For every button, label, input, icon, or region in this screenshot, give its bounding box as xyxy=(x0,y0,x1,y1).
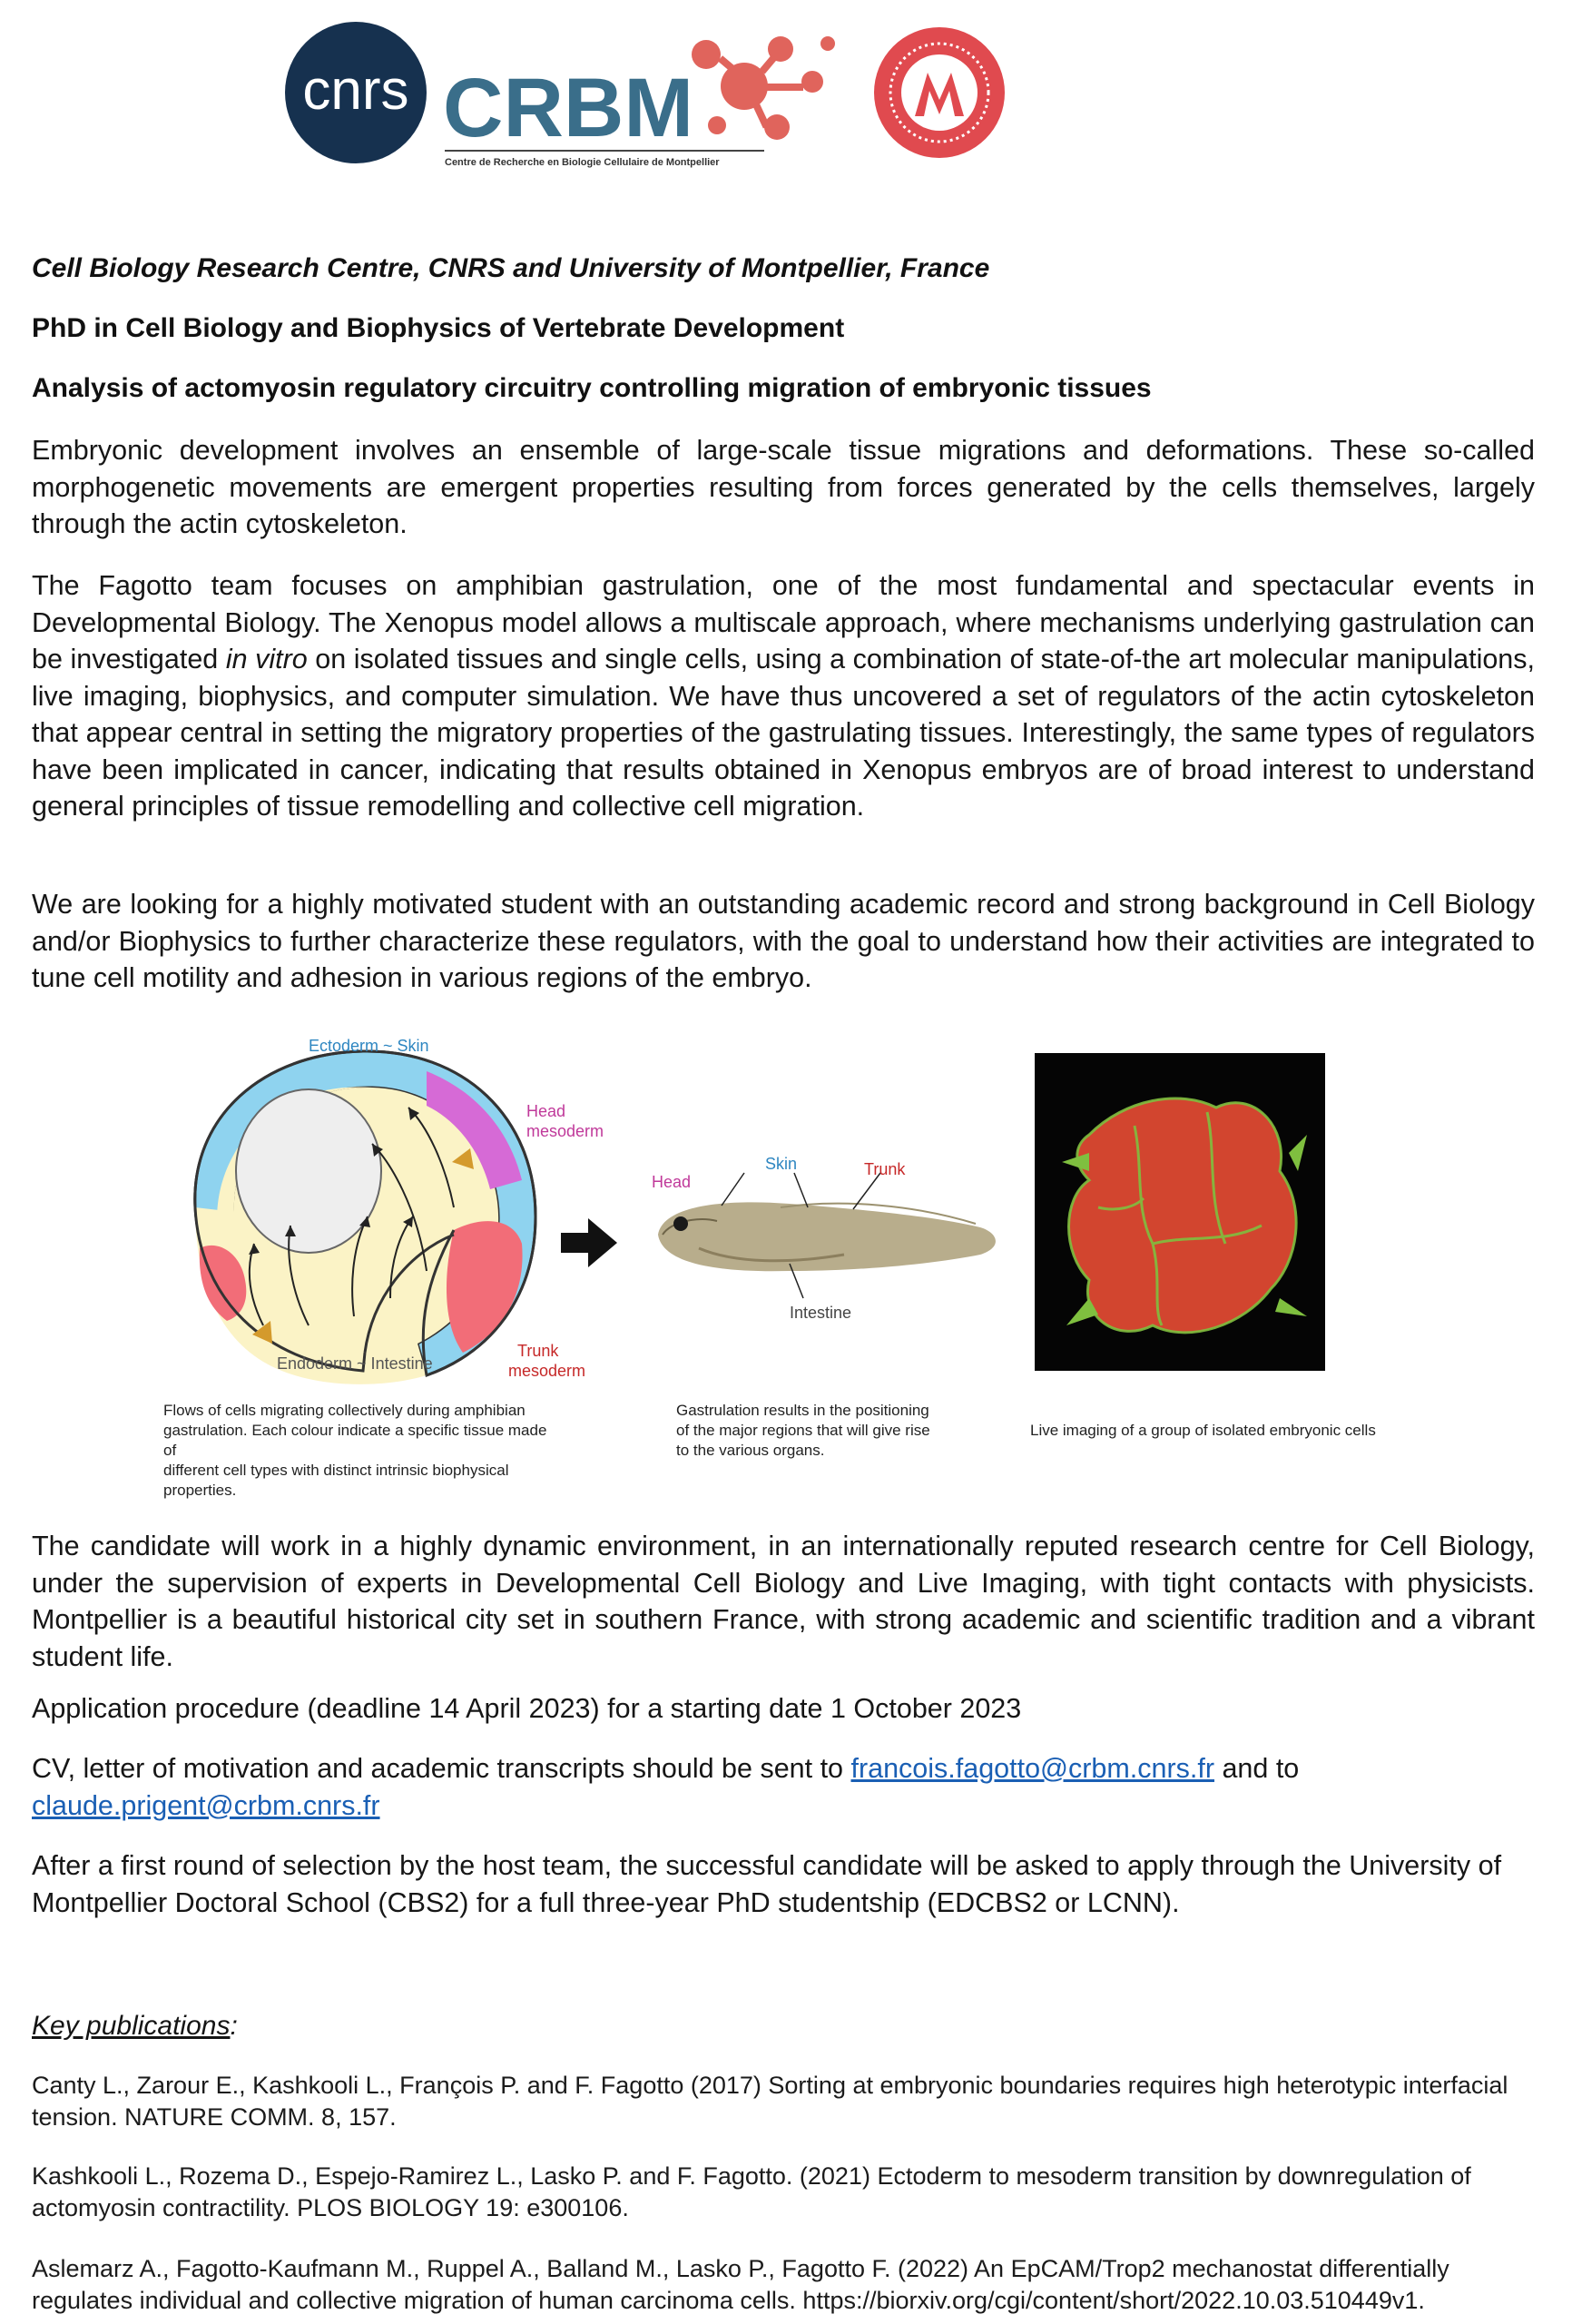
publications-heading-colon: : xyxy=(230,2011,238,2041)
head-mesoderm-label-line2: mesoderm xyxy=(526,1122,604,1140)
selection-paragraph-text: After a first round of selection by the host team, the successful candidate will be asked to apply through the University of Montpellier Doctoral School (CBS2) for a full three-year PhD studentship (EDCBS2 or LCNN). xyxy=(32,1850,1502,1918)
crbm-logo-text: CRBM xyxy=(443,62,693,154)
contact-text-mid: and to xyxy=(1213,1753,1300,1784)
email-link-prigent[interactable]: claude.prigent@crbm.cnrs.fr xyxy=(32,1789,380,1821)
trunk-mesoderm-label-line2: mesoderm xyxy=(508,1362,586,1380)
position-title: PhD in Cell Biology and Biophysics of Vertebrate Development xyxy=(32,313,845,343)
project-title: Analysis of actomyosin regulatory circuitry controlling migration of embryonic tissues xyxy=(32,373,1152,403)
contact-text-start: CV, letter of motivation and academic transcripts should be sent to xyxy=(32,1753,851,1784)
intro-paragraph-2-end: on isolated tissues and single cells, using a combination of state-of-the art molecular manipulations, live imaging, biophysics, and computer simulation. We have thus uncovered a set of regulators of the actin cytoskeleton that appear central in setting the migratory properties of the gastrulating tissues. Interestingly, the same types of regulators have been implicated in cancer, indicating that results obtained in Xenopus embryos are of broad interest to understand general principles of tissue remodelling and collective cell migration. xyxy=(32,644,1535,822)
publications-heading xyxy=(32,2011,238,2042)
logo-banner xyxy=(272,18,1017,177)
in-vitro-term: in vitro xyxy=(225,644,308,675)
right-arrow-icon xyxy=(561,1218,617,1267)
intro-paragraph-3-text: We are looking for a highly motivated student with an outstanding academic record and strong background in Cell Biology and/or Biophysics to further characterize these regulators, with the goal to understand how their activities are integrated to tune cell motility and adhesion in various regions of the embryo. xyxy=(32,889,1535,993)
caption-middle-line2: of the major regions that will give rise xyxy=(676,1422,930,1439)
caption-middle-line3: to the various organs. xyxy=(676,1442,825,1459)
selection-paragraph xyxy=(32,1847,1535,1921)
caption-left-line3: different cell types with distinct intrinsic biophysical properties. xyxy=(163,1462,509,1499)
intro-paragraph-1-text: Embryonic development involves an ensemble of large-scale tissue migrations and deformations. These so-called morphogenetic movements are emergent properties resulting from forces generated by the cells themselves, largely through the actin cytoskeleton. xyxy=(32,435,1535,539)
tadpole-trunk-label: Trunk xyxy=(864,1160,906,1178)
logos-graphic xyxy=(272,18,1017,177)
caption-left-line1: Flows of cells migrating collectively during amphibian xyxy=(163,1402,526,1419)
intro-paragraph-2-start: The Fagotto team focuses on amphibian gastrulation, one of the most fundamental and spectacular events in Developmental Biology. The Xenopus model allows a multiscale approach, where mechanisms underlying gastrulation can be investigated xyxy=(32,570,1535,675)
head-mesoderm-label-line1: Head xyxy=(526,1102,566,1120)
intro-paragraph-1 xyxy=(32,432,1535,543)
gastrula-diagram xyxy=(195,1037,604,1384)
details-paragraph-1 xyxy=(32,1528,1535,1675)
live-imaging-micrograph xyxy=(1035,1053,1325,1371)
caption-gastrulation-flows xyxy=(163,1401,563,1501)
application-deadline-text: Application procedure (deadline 14 April 2023) for a starting date 1 October 2023 xyxy=(32,1693,1022,1724)
tadpole-intestine-label: Intestine xyxy=(790,1304,852,1322)
contact-paragraph xyxy=(32,1750,1535,1824)
caption-left-line2: gastrulation. Each colour indicate a specific tissue made of xyxy=(163,1422,547,1459)
details-paragraph-1-text: The candidate will work in a highly dynamic environment, in an internationally reputed research centre for Cell Biology, under the supervision of experts in Developmental Cell Biology and Live Imaging, with tight contacts with physicists. Montpellier is a beautiful historical city set in southern France, with strong academic and scientific tradition and a vibrant student life. xyxy=(32,1531,1535,1672)
intro-paragraph-3 xyxy=(32,886,1535,997)
tadpole-skin-label: Skin xyxy=(765,1155,798,1173)
crbm-subtitle: Centre de Recherche en Biologie Cellulaire de Montpellier xyxy=(445,157,720,168)
publication-item: Aslemarz A., Fagotto-Kaufmann M., Ruppel A., Balland M., Lasko P., Fagotto F. (2022) An EpCAM/Trop2 mechanostat differentially regulates individual and collective migration of human carcinoma cells. https://biorxiv.org/cgi/content/short/2022.10.03.510449v1. xyxy=(32,2255,1449,2314)
institution-heading: Cell Biology Research Centre, CNRS and University of Montpellier, France xyxy=(32,253,990,283)
trunk-mesoderm-label-line1: Trunk xyxy=(517,1342,559,1360)
figure-panel xyxy=(154,1026,1425,1499)
endoderm-label: Endoderm ~ Intestine xyxy=(277,1354,433,1373)
intro-paragraph-2 xyxy=(32,567,1535,825)
publication-item: Canty L., Zarour E., Kashkooli L., François P. and F. Fagotto (2017) Sorting at embryonic boundaries requires high heterotypic interfacial tension. NATURE COMM. 8, 157. xyxy=(32,2072,1508,2131)
caption-live-imaging: Live imaging of a group of isolated embryonic cells xyxy=(1030,1422,1376,1439)
application-deadline xyxy=(32,1690,1535,1728)
cnrs-logo xyxy=(285,22,427,163)
publication-item: Kashkooli L., Rozema D., Espejo-Ramirez L., Lasko P. and F. Fagotto. (2021) Ectoderm to mesoderm transition by downregulation of actomyosin contractility. PLOS BIOLOGY 19: e300106. xyxy=(32,2162,1471,2221)
crbm-logo xyxy=(443,36,835,168)
molecule-icon xyxy=(692,36,835,140)
caption-middle-line1: Gastrulation results in the positioning xyxy=(676,1402,929,1419)
ectoderm-label: Ectoderm ~ Skin xyxy=(309,1037,429,1055)
cnrs-logo-text: cnrs xyxy=(302,59,409,122)
tadpole-illustration xyxy=(652,1155,996,1322)
university-seal xyxy=(874,27,1005,158)
email-link-fagotto[interactable]: francois.fagotto@crbm.cnrs.fr xyxy=(850,1753,1214,1784)
caption-tadpole xyxy=(676,1401,967,1461)
tadpole-head-label: Head xyxy=(652,1173,692,1191)
publications-heading-text: Key publications xyxy=(32,2011,231,2041)
